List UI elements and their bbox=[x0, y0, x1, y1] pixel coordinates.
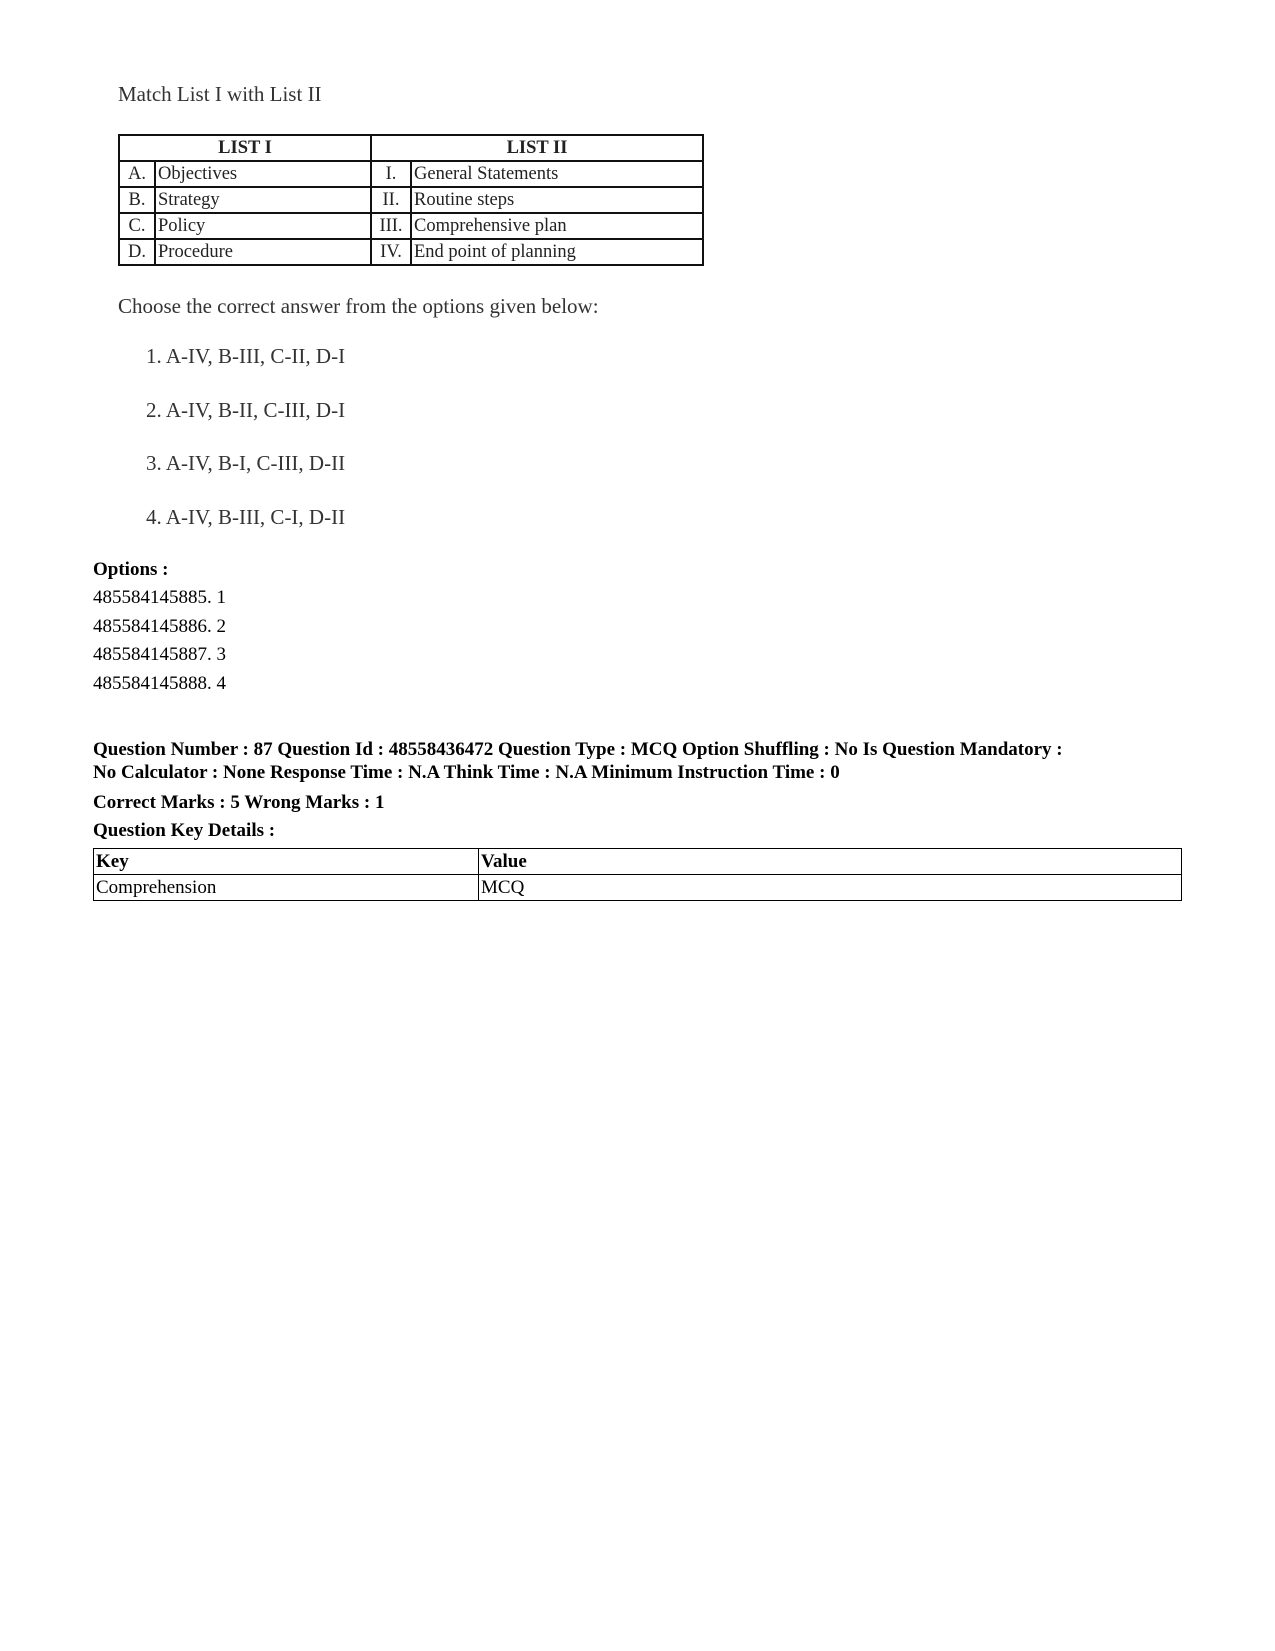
key-table-row bbox=[94, 875, 1182, 901]
answer-choice: 1. A-IV, B-III, C-II, D-I bbox=[146, 344, 346, 368]
list-one-item: Procedure bbox=[155, 239, 371, 265]
answer-choice: 3. A-IV, B-I, C-III, D-II bbox=[146, 451, 346, 475]
option-item: 485584145885. 1 bbox=[93, 587, 226, 608]
value-column-header: Value bbox=[479, 849, 1182, 875]
list-one-index: C. bbox=[119, 213, 155, 239]
list-two-index: I. bbox=[371, 161, 411, 187]
question-meta-line-1: Question Number : 87 Question Id : 48558436472 Question Type : MCQ Option Shuffling : No Is Question Mandatory : bbox=[93, 739, 1063, 760]
list-one-item: Objectives bbox=[155, 161, 371, 187]
match-table bbox=[118, 134, 704, 266]
answer-choice: 2. A-IV, B-II, C-III, D-I bbox=[146, 397, 346, 422]
key-cell: Comprehension bbox=[94, 875, 479, 901]
question-meta-line-2: No Calculator : None Response Time : N.A Think Time : N.A Minimum Instruction Time : 0 bbox=[93, 762, 840, 783]
options-list bbox=[93, 584, 226, 698]
key-table-header-row bbox=[94, 849, 1182, 875]
answer-choice: 4. A-IV, B-III, C-I, D-II bbox=[146, 504, 346, 529]
list-two-index: II. bbox=[371, 187, 411, 213]
match-table-row bbox=[119, 213, 703, 239]
list-one-item: Policy bbox=[155, 213, 371, 239]
list-one-index: A. bbox=[119, 161, 155, 187]
key-column-header: Key bbox=[94, 849, 479, 875]
list-one-index: B. bbox=[119, 187, 155, 213]
list-two-item: Routine steps bbox=[411, 187, 703, 213]
list-two-item: End point of planning bbox=[411, 239, 703, 265]
options-block bbox=[93, 556, 226, 698]
option-item: 485584145886. 2 bbox=[93, 615, 226, 637]
match-table-row bbox=[119, 239, 703, 265]
list-two-item: Comprehensive plan bbox=[411, 213, 703, 239]
marks-line: Correct Marks : 5 Wrong Marks : 1 bbox=[93, 792, 385, 813]
list-one-item: Strategy bbox=[155, 187, 371, 213]
list-one-header: LIST I bbox=[119, 135, 371, 161]
match-table-header-row bbox=[119, 135, 703, 161]
question-instruction: Choose the correct answer from the options given below: bbox=[118, 294, 599, 318]
value-cell: MCQ bbox=[479, 875, 1182, 901]
question-meta bbox=[93, 738, 1193, 845]
list-two-index: IV. bbox=[371, 239, 411, 265]
key-details-heading: Question Key Details : bbox=[93, 820, 276, 841]
list-two-item: General Statements bbox=[411, 161, 703, 187]
answer-list bbox=[146, 340, 345, 554]
list-two-index: III. bbox=[371, 213, 411, 239]
match-table-row bbox=[119, 187, 703, 213]
list-two-header: LIST II bbox=[371, 135, 703, 161]
option-item: 485584145888. 4 bbox=[93, 672, 226, 694]
options-heading: Options : bbox=[93, 559, 169, 580]
list-one-index: D. bbox=[119, 239, 155, 265]
key-details-table bbox=[93, 848, 1182, 901]
match-table-row bbox=[119, 161, 703, 187]
question-image bbox=[118, 78, 758, 529]
question-title: Match List I with List II bbox=[118, 82, 322, 106]
option-item: 485584145887. 3 bbox=[93, 644, 226, 665]
